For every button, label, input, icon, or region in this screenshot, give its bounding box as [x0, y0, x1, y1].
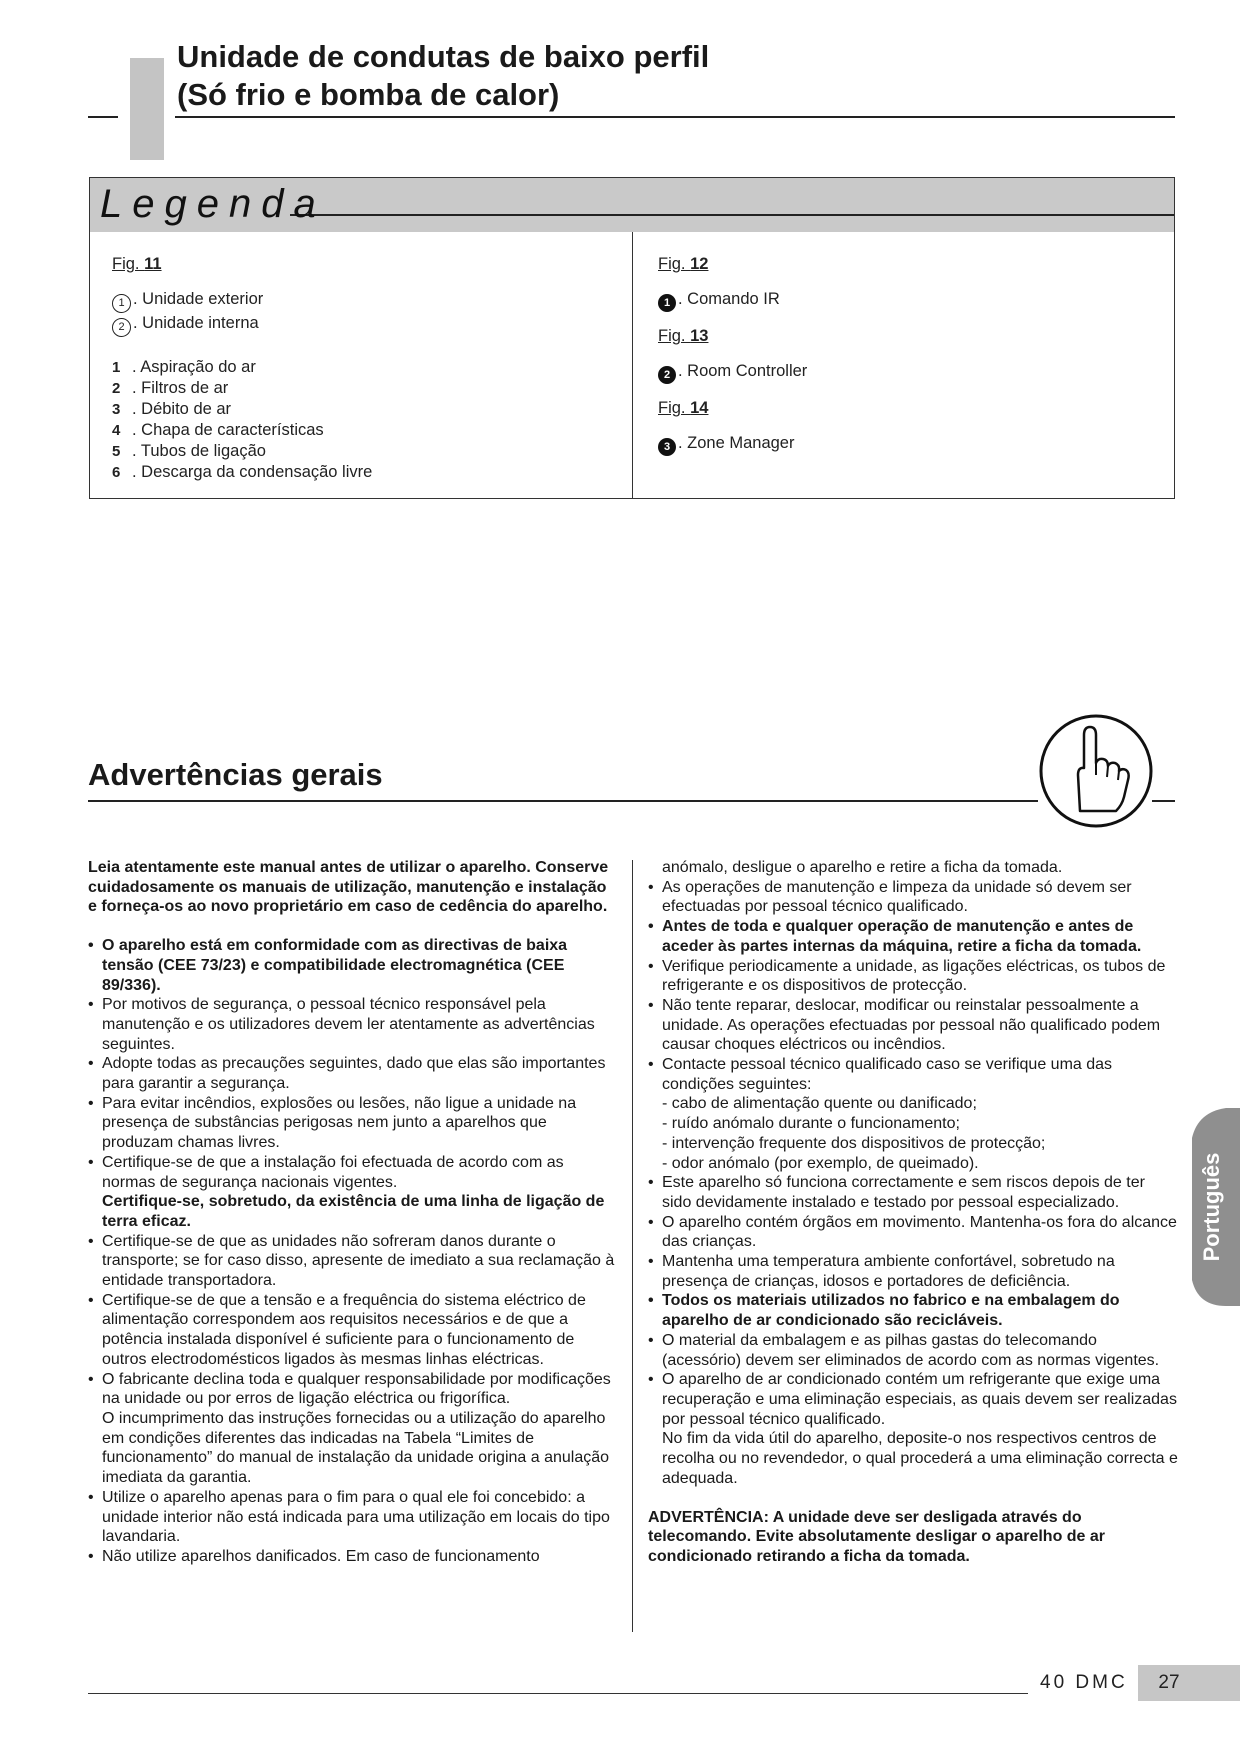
- legend-item: 2 . Room Controller: [658, 361, 1158, 384]
- legend-item: 4 . Chapa de características: [112, 421, 324, 439]
- bullet-item: • Por motivos de segurança, o pessoal técnico responsável pela manutenção e os utilizadores devem ler atentamente as advertências seguintes.: [88, 995, 618, 1054]
- bullet-item: • Contacte pessoal técnico qualificado caso se verifique uma das condições seguintes:: [648, 1055, 1178, 1094]
- legend-title-rule: [290, 214, 1174, 216]
- sub-item: - cabo de alimentação quente ou danificado;: [662, 1095, 977, 1113]
- legend-title: Legenda: [100, 182, 326, 226]
- bullet-item: • Antes de toda e qualquer operação de manutenção e antes de aceder às partes internas da máquina, retire a ficha da tomada.: [648, 917, 1178, 956]
- bullet-item: • Certifique-se de que a tensão e a frequência do sistema eléctrico de alimentação correspondem aos requisitos necessários e de que a potência instalada disponível é suficiente para o funcionamento de outros electrodomésticos ligados às mesmas linhas eléctricas.: [88, 1291, 618, 1370]
- bullet-item: • O aparelho está em conformidade com as directivas de baixa tensão (CEE 73/23) e compatibilidade electromagnética (CEE 89/336).: [88, 936, 618, 995]
- bullet-item: • Não tente reparar, deslocar, modificar ou reinstalar pessoalmente a unidade. As operações efectuadas por pessoal não qualificado podem causar choques eléctricos ou incêndios.: [648, 996, 1178, 1055]
- circled-number-icon: 2: [112, 318, 131, 337]
- legend-item: 1 . Comando IR: [658, 289, 1158, 312]
- legend-item: 3 . Débito de ar: [112, 400, 232, 418]
- legend-column-divider: [632, 232, 633, 498]
- bullet-item: • O aparelho de ar condicionado contém um refrigerante que exige uma recuperação e uma eliminação especiais, as quais devem ser realizadas por pessoal técnico qualificado.: [648, 1370, 1178, 1429]
- legend-right-column: [658, 254, 1158, 456]
- footer-rule: [88, 1693, 1028, 1694]
- sub-item: - odor anómalo (por exemplo, de queimado).: [662, 1154, 979, 1172]
- sub-item: - intervenção frequente dos dispositivos de protecção;: [662, 1134, 1046, 1152]
- section-rule: [88, 800, 1038, 802]
- fig-label: Fig. 14: [658, 399, 709, 417]
- bullet-item: • Verifique periodicamente a unidade, as ligações eléctricas, os tubos de refrigerante e os dispositivos de protecção.: [648, 957, 1178, 996]
- legend-box: [89, 177, 1175, 499]
- bullet-item: • Adopte todas as precauções seguintes, dado que elas são importantes para garantir a segurança.: [88, 1054, 618, 1093]
- bullet-item: • Este aparelho só funciona correctamente e sem riscos depois de ter sido devidamente instalado e testado por pessoal especializado.: [648, 1173, 1178, 1212]
- section-right-dash: [1152, 800, 1175, 802]
- fig-label: Fig. 11: [112, 255, 162, 273]
- intro-text: Leia atentamente este manual antes de utilizar o aparelho. Conserve cuidadosamente os manuais de utilização, manutenção e instalação e forneça-os ao novo proprietário em caso de cedência do aparelho.: [88, 859, 609, 916]
- bullet-item: • Todos os materiais utilizados no fabrico e na embalagem do aparelho de ar condicionado são recicláveis.: [648, 1291, 1178, 1330]
- final-warning: ADVERTÊNCIA: A unidade deve ser desligada através do telecomando. Evite absolutamente desligar o aparelho de ar condicionado retirando a ficha da tomada.: [648, 1508, 1106, 1565]
- legend-item: 2 . Filtros de ar: [112, 379, 229, 397]
- pointing-hand-icon: [1038, 713, 1154, 829]
- warnings-left-column: [88, 858, 618, 1567]
- legend-item: 1 . Unidade exterior: [112, 289, 612, 313]
- bullet-continuation: anómalo, desligue o aparelho e retire a ficha da tomada.: [662, 859, 1063, 876]
- bullet-item: • Mantenha uma temperatura ambiente confortável, sobretudo na presença de crianças, idosos e portadores de deficiência.: [648, 1252, 1178, 1291]
- warnings-right-column: [648, 858, 1178, 1567]
- bullet-item: • O fabricante declina toda e qualquer responsabilidade por modificações na unidade ou por erros de ligação eléctrica ou frigorífica.: [88, 1370, 618, 1409]
- header-rule: [175, 116, 1175, 118]
- bullet-item: • O material da embalagem e as pilhas gastas do telecomando (acessório) devem ser eliminados de acordo com as normas vigentes.: [648, 1331, 1178, 1370]
- legend-item: 3 . Zone Manager: [658, 433, 1158, 456]
- footer-model: 40 DMC: [1040, 1672, 1128, 1693]
- header-left-dash: [88, 116, 118, 118]
- legend-item: 2 . Unidade interna: [112, 313, 612, 337]
- bullet-item: • Para evitar incêndios, explosões ou lesões, não ligue a unidade na presença de substâncias perigosas nem junto a aparelhos que produzam chamas livres.: [88, 1094, 618, 1153]
- page-title-line1: Unidade de condutas de baixo perfil: [177, 39, 710, 74]
- bullet-item: • Certifique-se de que as unidades não sofreram danos durante o transporte; se for caso disso, apresente de imediato a sua reclamação à entidade transportadora.: [88, 1232, 618, 1291]
- filled-circled-number-icon: 2: [658, 366, 676, 384]
- circled-number-icon: 1: [112, 294, 131, 313]
- language-tab-label: Português: [1199, 1152, 1224, 1262]
- bullet-item: • Não utilize aparelhos danificados. Em caso de funcionamento: [88, 1547, 618, 1567]
- bullet-item: • Certifique-se de que a instalação foi efectuada de acordo com as normas de segurança nacionais vigentes.: [88, 1153, 618, 1192]
- filled-circled-number-icon: 3: [658, 438, 676, 456]
- legend-item: 1 . Aspiração do ar: [112, 358, 256, 376]
- legend-left-column: [112, 254, 612, 483]
- bullet-item-extra: No fim da vida útil do aparelho, deposite-o nos respectivos centros de recolha ou no revendedor, o qual procederá a uma eliminação correcta e adequada.: [662, 1430, 1178, 1487]
- column-divider: [632, 860, 633, 1632]
- bullet-item: • As operações de manutenção e limpeza da unidade só devem ser efectuadas por pessoal técnico qualificado.: [648, 878, 1178, 917]
- legend-item: 6 . Descarga da condensação livre: [112, 463, 373, 481]
- header-gray-bar: [130, 58, 164, 160]
- page-number: 27: [1158, 1672, 1180, 1693]
- section-title: Advertências gerais: [88, 757, 383, 792]
- page-title: [177, 38, 709, 114]
- bullet-item-extra: O incumprimento das instruções fornecidas ou a utilização do aparelho em condições diferentes das indicadas na Tabela “Limites de funcionamento” do manual de instalação da unidade origina a anulação imediata da garantia.: [102, 1409, 610, 1487]
- bullet-item: • O aparelho contém órgãos em movimento. Mantenha-os fora do alcance das crianças.: [648, 1213, 1178, 1252]
- fig-label: Fig. 13: [658, 327, 709, 345]
- fig-label: Fig. 12: [658, 255, 709, 273]
- sub-item: - ruído anómalo durante o funcionamento;: [662, 1115, 960, 1133]
- bullet-item-extra: Certifique-se, sobretudo, da existência de uma linha de ligação de terra eficaz.: [102, 1193, 605, 1230]
- page-title-line2: (Só frio e bomba de calor): [177, 77, 560, 112]
- filled-circled-number-icon: 1: [658, 294, 676, 312]
- legend-item: 5 . Tubos de ligação: [112, 442, 266, 460]
- bullet-item: • Utilize o aparelho apenas para o fim para o qual ele foi concebido: a unidade interior não está indicada para uma utilização em locais do tipo lavandaria.: [88, 1488, 618, 1547]
